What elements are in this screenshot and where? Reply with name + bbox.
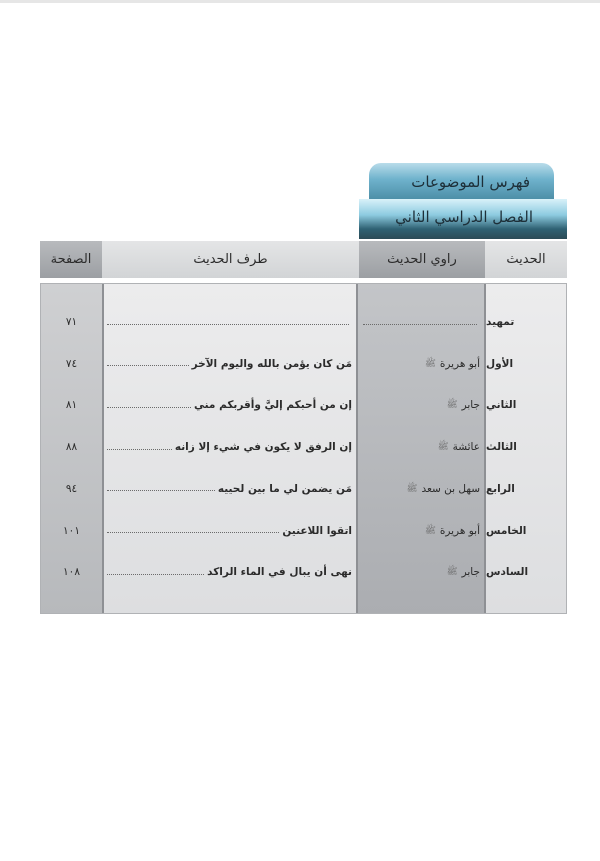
hadith-number: الثالث (486, 441, 517, 454)
table-row (41, 432, 568, 462)
hadith-number: تمهيد (486, 316, 515, 328)
table-row (41, 307, 568, 337)
hadith-number: الأول (486, 357, 514, 370)
hadith-text-cell (104, 349, 356, 379)
hadith-text-cell (104, 474, 356, 504)
narrator-name: جابر (461, 566, 480, 579)
dotted-leader (107, 449, 172, 450)
header-hadith-text: طرف الحديث (102, 241, 359, 278)
dotted-leader (107, 407, 191, 408)
page-number: ٩٤ (65, 482, 78, 495)
hadith-text: مَن يضمن لي ما بين لحييه (217, 482, 352, 495)
page-number: ١٠٨ (63, 566, 80, 579)
narrator-name: جابر (461, 399, 480, 412)
narrator-cell (360, 432, 484, 462)
dotted-leader (363, 324, 477, 325)
honorific-icon: ﷺ (406, 483, 418, 494)
dotted-leader (107, 490, 215, 491)
narrator-cell (360, 557, 484, 587)
hadith-text-cell (104, 557, 356, 587)
narrator-cell (360, 307, 484, 337)
page-number: ٧٤ (65, 357, 78, 370)
hadith-text: مَن كان يؤمن بالله واليوم الآخر (191, 357, 352, 370)
honorific-icon: ﷺ (446, 567, 458, 578)
semester-subtitle: الفصل الدراسي الثاني (359, 199, 567, 239)
hadith-text-cell (104, 307, 356, 337)
dotted-leader (107, 324, 349, 325)
dotted-leader (107, 532, 279, 533)
narrator-name: أبو هريرة (439, 357, 480, 370)
index-table (40, 241, 567, 579)
hadith-text: اتقوا اللاعنين (282, 524, 352, 537)
hadith-number: الخامس (486, 524, 527, 537)
page-number: ٨٨ (65, 441, 78, 454)
narrator-cell (360, 474, 484, 504)
honorific-icon: ﷺ (424, 358, 436, 369)
narrator-cell (360, 349, 484, 379)
table-row (41, 390, 568, 420)
page-number: ١٠١ (63, 524, 80, 537)
hadith-number: الثاني (486, 399, 517, 412)
header-hadith-number: الحديث (485, 241, 567, 278)
hadith-number: السادس (486, 566, 529, 579)
narrator-cell (360, 516, 484, 546)
narrator-name: سهل بن سعد (421, 482, 480, 495)
page-number: ٨١ (65, 399, 78, 412)
dotted-leader (107, 574, 204, 575)
table-row (41, 557, 568, 587)
table-row (41, 516, 568, 546)
honorific-icon: ﷺ (424, 525, 436, 536)
index-title: فهرس الموضوعات (369, 163, 554, 199)
narrator-name: عائشة (452, 441, 480, 454)
header-page: الصفحة (40, 241, 102, 278)
hadith-number: الرابع (486, 482, 515, 495)
hadith-text-cell (104, 432, 356, 462)
top-border (0, 0, 600, 3)
table-body (40, 283, 567, 614)
table-header (40, 241, 567, 278)
page-number: ٧١ (65, 316, 78, 328)
hadith-text: إن الرفق لا يكون في شيء إلا زانه (174, 441, 352, 454)
table-row (41, 474, 568, 504)
narrator-cell (360, 390, 484, 420)
hadith-text: نهى أن يبال في الماء الراكد (207, 566, 352, 579)
table-row (41, 349, 568, 379)
header-narrator: راوي الحديث (359, 241, 485, 278)
narrator-name: أبو هريرة (439, 524, 480, 537)
honorific-icon: ﷺ (446, 400, 458, 411)
hadith-text-cell (104, 516, 356, 546)
hadith-text-cell (104, 390, 356, 420)
hadith-text: إن من أحبكم إليَّ وأقربكم مني (194, 399, 352, 412)
honorific-icon: ﷺ (437, 442, 449, 453)
dotted-leader (107, 365, 189, 366)
